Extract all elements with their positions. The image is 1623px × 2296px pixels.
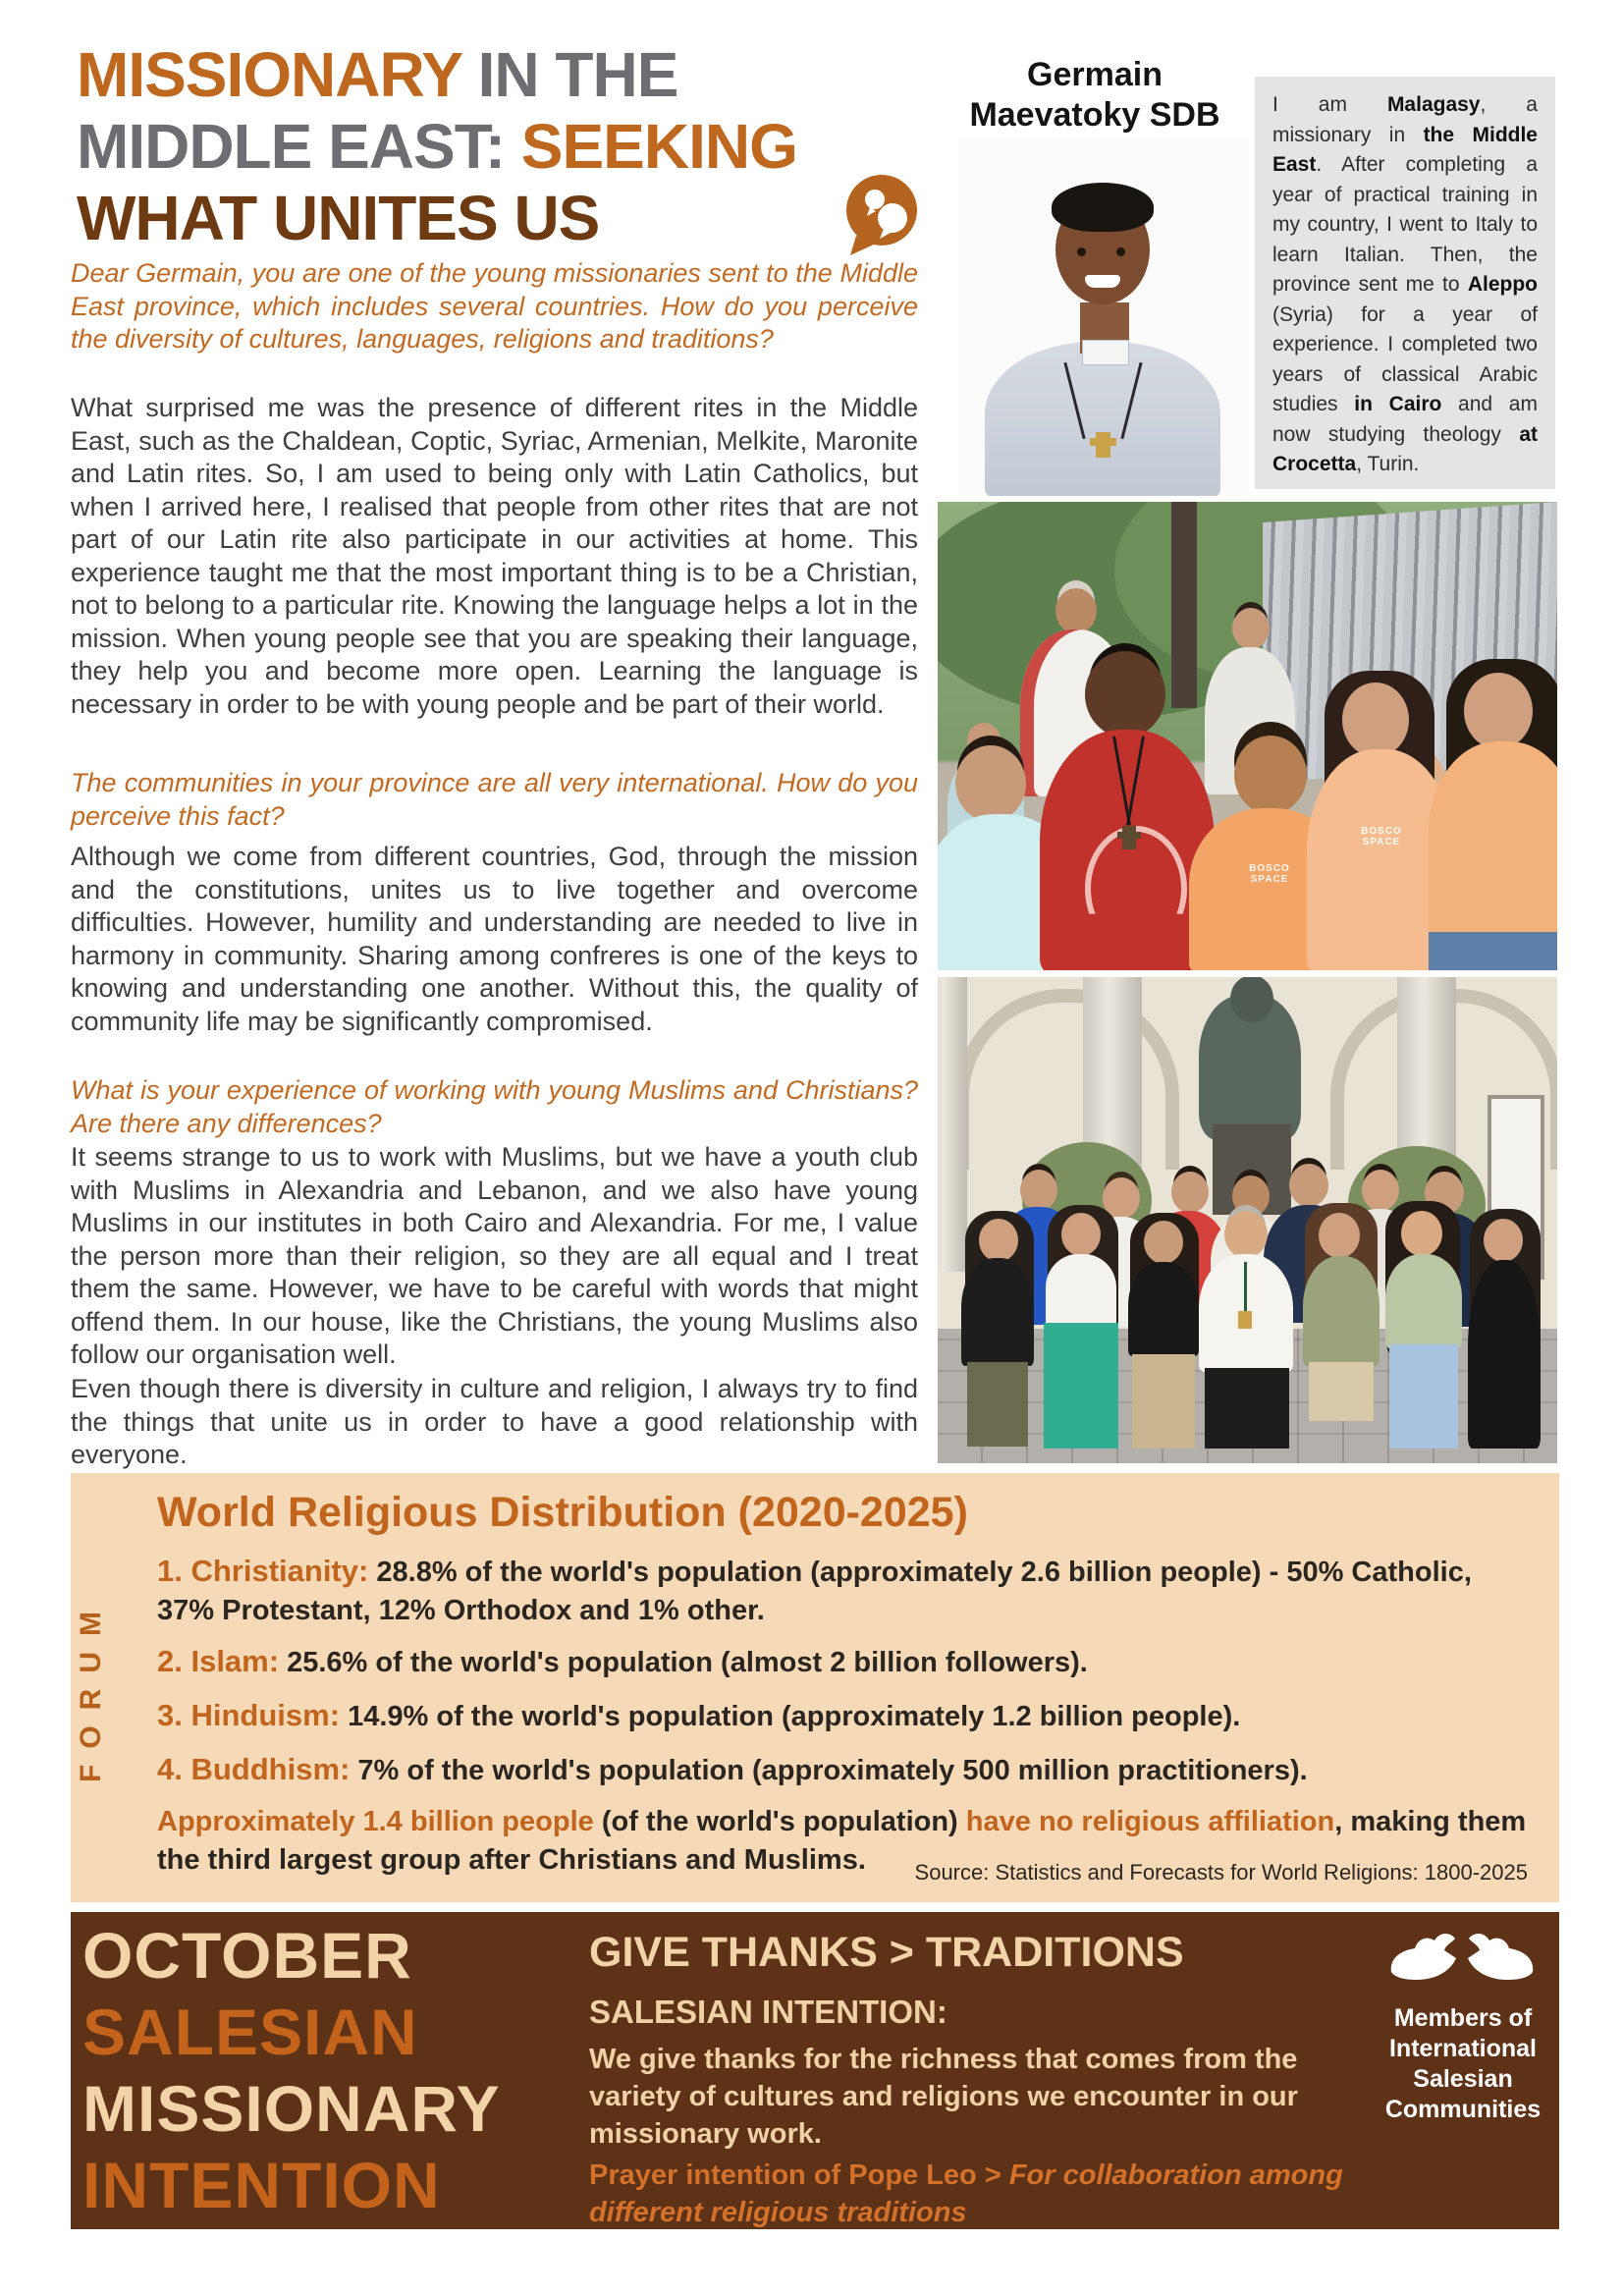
interview-answer-3: It seems strange to us to work with Muslims, but we have a youth club with Muslims in Alexandria and Lebanon, and we also have young Muslims in our institutes in both Cairo and Alexandria. For me, I value the person more than their religion, so they are all equal and I treat them the same. However, we have to be careful with words that might offend them. In our house, like the Christians, the young Muslims also follow our organisation well. [71,1142,918,1369]
bio-bold-crocetta: at Crocetta [1272,422,1538,475]
portrait-photo-germain [957,137,1248,496]
bio-bold-aleppo: Aleppo [1467,273,1538,296]
profile-bio-box [1255,77,1555,489]
title-words-what-unites-us: WHAT UNITES US [77,183,600,253]
no-religion-text: , making them the third largest group after Christians and Muslims. [157,1806,1527,1876]
title-word-seeking: SEEKING [520,111,797,182]
bio-text: I am [1272,93,1387,116]
intention-text: We give thanks for the richness that comes from the variety of cultures and religions we encounter in our missionary work. [589,2044,1298,2150]
page-title [77,39,941,254]
bio-text: , a missionary in [1272,93,1538,146]
interview-answer-1: What surprised me was the presence of different rites in the Middle East, such as the Chaldean, Coptic, Syriac, Armenian, Melkite, Maronite and Latin rites. So, I am used to being only with Latin Catholics, but when I arrived here, I realised that people from other rites that are not part of our Latin rite also participate in our activities at home. This experience taught me that the most important thing is to be a Christian, not to belong to a particular rite. Knowing the language helps a lot in the mission. When young people see that you are speaking their language, they help you and become more open. Learning the language is necessary in order to be with young people and be part of their world. [71,393,918,719]
religion-list-item-buddhism [157,1750,1532,1790]
interview-question-1: Dear Germain, you are one of the young missionaries sent to the Middle East province, which includes several countries. How do you perceive the diversity of cultures, languages, religions and traditions? [71,258,918,354]
bio-text: and am now studying theology [1272,393,1538,446]
bio-bold-middle-east: the Middle East [1272,123,1538,176]
title-word-missionary: MISSIONARY [77,39,461,110]
forum-title: World Religious Distribution (2020-2025) [157,1489,968,1536]
bio-bold-cairo: in Cairo [1354,393,1442,415]
religion-label: 4. Buddhism: [157,1752,351,1786]
religion-label: 3. Hinduism: [157,1698,341,1732]
no-religion-highlight: have no religious affiliation [965,1806,1335,1837]
religion-label: 1. Christianity: [157,1554,369,1588]
footer-month-october: OCTOBER [82,1919,412,1992]
prayer-label: Prayer intention of Pope Leo > [589,2159,1009,2191]
speech-bubble-icon [842,173,921,257]
profile-name-line1: Germain [1027,56,1163,93]
religion-text: 25.6% of the world's population (almost 2 billion followers). [279,1647,1088,1678]
no-religion-highlight: Approximately 1.4 billion people [157,1806,594,1837]
tshirt-print-bosco-space: BOSCO SPACE [1249,863,1290,885]
bio-text: , Turin. [1356,453,1420,475]
members-caption: Members of International Salesian Communities [1384,2004,1542,2123]
footer-heading: GIVE THANKS > TRADITIONS [589,1929,1184,1976]
prayer-intention [589,2157,1404,2231]
title-words-middle-east: MIDDLE EAST: [77,111,521,182]
footer-word-missionary: MISSIONARY [82,2072,501,2145]
profile-name-line2: Maevatoky SDB [969,96,1220,134]
bio-text: . After completing a year of practical training in my country, I went to Italy to learn Italian. Then, the province sent me to [1272,153,1538,296]
hands-icon [1387,1929,1537,1992]
salesian-intention-heading: SALESIAN INTENTION: [589,1994,947,2030]
bio-text: (Syria) for a year of experience. I completed two years of classical Arabic studies [1272,302,1538,415]
no-religion-text: (of the world's population) [593,1806,966,1837]
interview-answer-4: Even though there is diversity in culture and religion, I always try to find the things that unite us in order to have a good relationship with everyone. [71,1374,918,1469]
footer-word-intention: INTENTION [82,2149,441,2221]
forum-vertical-label: FORUM [75,1596,107,1782]
tshirt-print-bosco-space: BOSCO SPACE [1361,826,1402,847]
source-note: Source: Statistics and Forecasts for World Religions: 1800-2025 [914,1860,1528,1885]
interview-answer-2: Although we come from different countries, God, through the mission and the constitutions, unites us to live together and overcome difficulties. However, humility and understanding are needed to live in harmony in community. Sharing among confreres is one of the keys to knowing and understanding one another. Without this, the quality of community life may be significantly compromised. [71,842,918,1036]
interview-question-2: The communities in your province are all very international. How do you perceive this fact? [71,768,918,831]
bio-bold-malagasy: Malagasy [1386,93,1481,116]
religion-text: 14.9% of the world's population (approximately 1.2 billion people). [340,1701,1241,1732]
religion-list-item-islam [157,1642,1532,1682]
group-photo-youth-outdoor [938,502,1557,970]
footer-word-salesian: SALESIAN [82,1995,418,2068]
religion-list-item-hinduism [157,1696,1532,1736]
profile-name [933,55,1257,136]
group-photo-courtyard [938,977,1557,1463]
title-words-in-the: IN THE [460,39,678,110]
prayer-text: For collaboration among different religious traditions [589,2159,1343,2228]
religion-text: 7% of the world's population (approximately 500 million practitioners). [350,1755,1308,1786]
religion-text: 28.8% of the world's population (approximately 2.6 billion people) - 50% Catholic, 37% Protestant, 12% Orthodox and 1% other. [157,1557,1472,1626]
religion-list-item-christianity [157,1552,1532,1630]
interview-question-3: What is your experience of working with young Muslims and Christians? Are there any differences? [71,1075,918,1138]
religion-label: 2. Islam: [157,1644,280,1678]
